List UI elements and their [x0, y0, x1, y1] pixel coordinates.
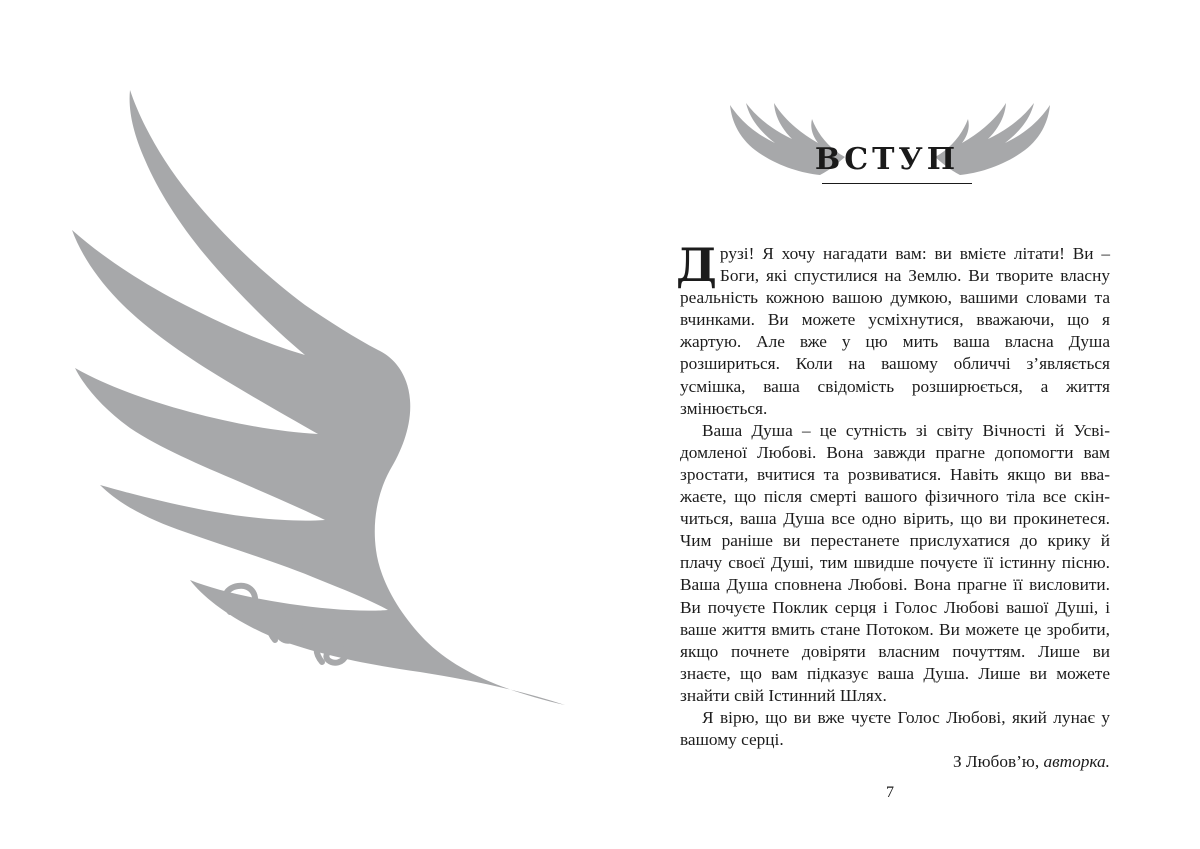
right-page: [600, 0, 1200, 849]
paragraph-1-text: рузі! Я хочу нагадати вам: ви вмієте літати! Ви – Боги, які спустилися на Землю. Ви творите власну реальність кожною вашою думкою, вашими словами та вчинками. Ви можете усміхнутися, вважаючи, що я жартую. Але вже у цю мить ваша власна Душа розшириться. Коли на вашому обличчі з’являється усмішка, ваша свідомість розширюється, а життя змінюється.: [680, 244, 1110, 418]
winged-title-ornament-icon: [720, 85, 1060, 195]
signature-author: авторка.: [1043, 752, 1110, 772]
drop-cap: Д: [676, 238, 717, 292]
paragraph-2: Ваша Душа – це сутність зі світу Вічності й Усвідомленої Любові. Вона завжди прагне допомогти вам зростати, вчитися та розвиватися. Навіть якщо ви вважаєте, що після смерті вашого фізичного тіла все скінчиться, ваша Душа все одно вірить, що ви прокинетеся. Чим раніше ви перестанете прислухатися до крику й плачу своєї Душі, тим швидше почуєте її істинну пісню. Ваша Душа сповнена Любові. Вона прагне її висловити. Ви почуєте Поклик серця і Голос Любові вашої Душі, і ваше життя вмить стане Потоком. Ви можете це зробити, якщо почнете довіряти власним почуттям. Лише ви знаєте, що вам підказує ваша Душа. Лише ви можете знайти свій Істинний Шлях.: [680, 420, 1110, 705]
page-number: 7: [886, 784, 894, 801]
title-underline: [822, 183, 972, 184]
paragraph-1: [676, 238, 1110, 420]
signature-prefix: З Любов’ю,: [952, 752, 1044, 772]
chapter-title: ВСТУП: [814, 142, 960, 177]
paragraph-3: Я вірю, що ви вже чуєте Голос Любові, який лунає у вашому серці.: [680, 707, 1110, 750]
signature: [680, 751, 1110, 773]
chapter-body: [676, 238, 1110, 773]
